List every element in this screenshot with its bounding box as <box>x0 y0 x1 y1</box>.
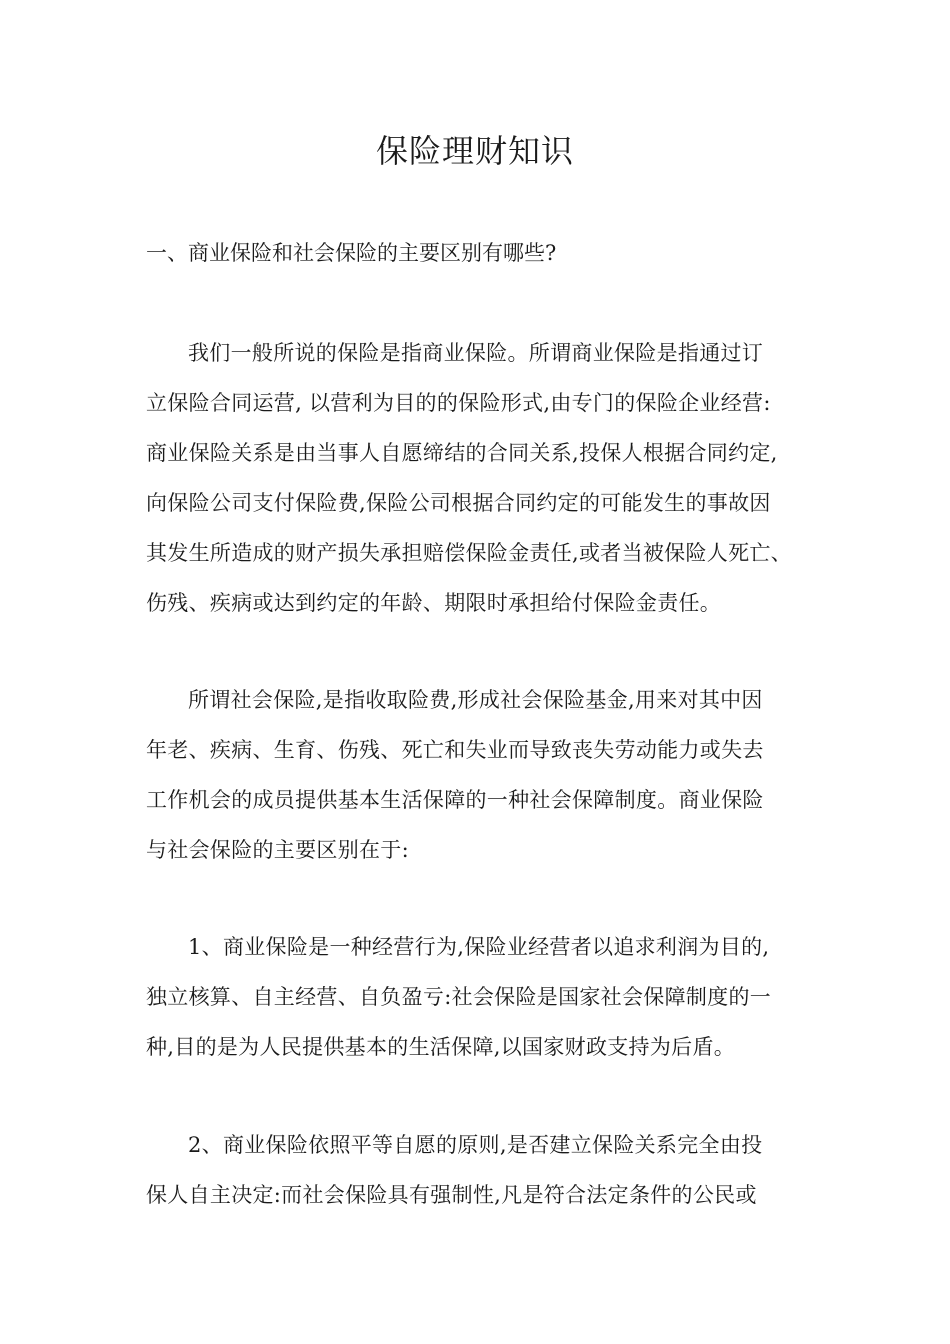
paragraph-line: 我们一般所说的保险是指商业保险。所谓商业保险是指通过订 <box>188 341 764 365</box>
paragraph-line: 2、商业保险依照平等自愿的原则,是否建立保险关系完全由投 <box>188 1133 763 1157</box>
section-heading: 一、商业保险和社会保险的主要区别有哪些? <box>146 241 557 265</box>
paragraph-line: 其发生所造成的财产损失承担赔偿保险金责任,或者当被保险人死亡、 <box>146 541 792 565</box>
paragraph-line: 1、商业保险是一种经营行为,保险业经营者以追求利润为目的, <box>188 935 770 959</box>
paragraph-line: 与社会保险的主要区别在于: <box>146 838 409 862</box>
paragraph-line: 伤残、疾病或达到约定的年龄、期限时承担给付保险金责任。 <box>146 591 722 615</box>
paragraph-line: 所谓社会保险,是指收取险费,形成社会保险基金,用来对其中因 <box>188 688 763 712</box>
paragraph-line: 商业保险关系是由当事人自愿缔结的合同关系,投保人根据合同约定, <box>146 441 778 465</box>
paragraph-line: 向保险公司支付保险费,保险公司根据合同约定的可能发生的事故因 <box>146 491 771 515</box>
paragraph-line: 种,目的是为人民提供基本的生活保障,以国家财政支持为后盾。 <box>146 1035 736 1059</box>
paragraph-line: 工作机会的成员提供基本生活保障的一种社会保障制度。商业保险 <box>146 788 764 812</box>
paragraph-line: 立保险合同运营, 以营利为目的的保险形式,由专门的保险企业经营: <box>146 391 771 415</box>
paragraph-line: 保人自主决定:而社会保险具有强制性,凡是符合法定条件的公民或 <box>146 1183 757 1207</box>
document-title: 保险理财知识 <box>375 132 574 170</box>
paragraph-line: 独立核算、自主经营、自负盈亏:社会保险是国家社会保障制度的一 <box>146 985 772 1009</box>
paragraph-line: 年老、疾病、生育、伤残、死亡和失业而导致丧失劳动能力或失去 <box>146 738 764 762</box>
